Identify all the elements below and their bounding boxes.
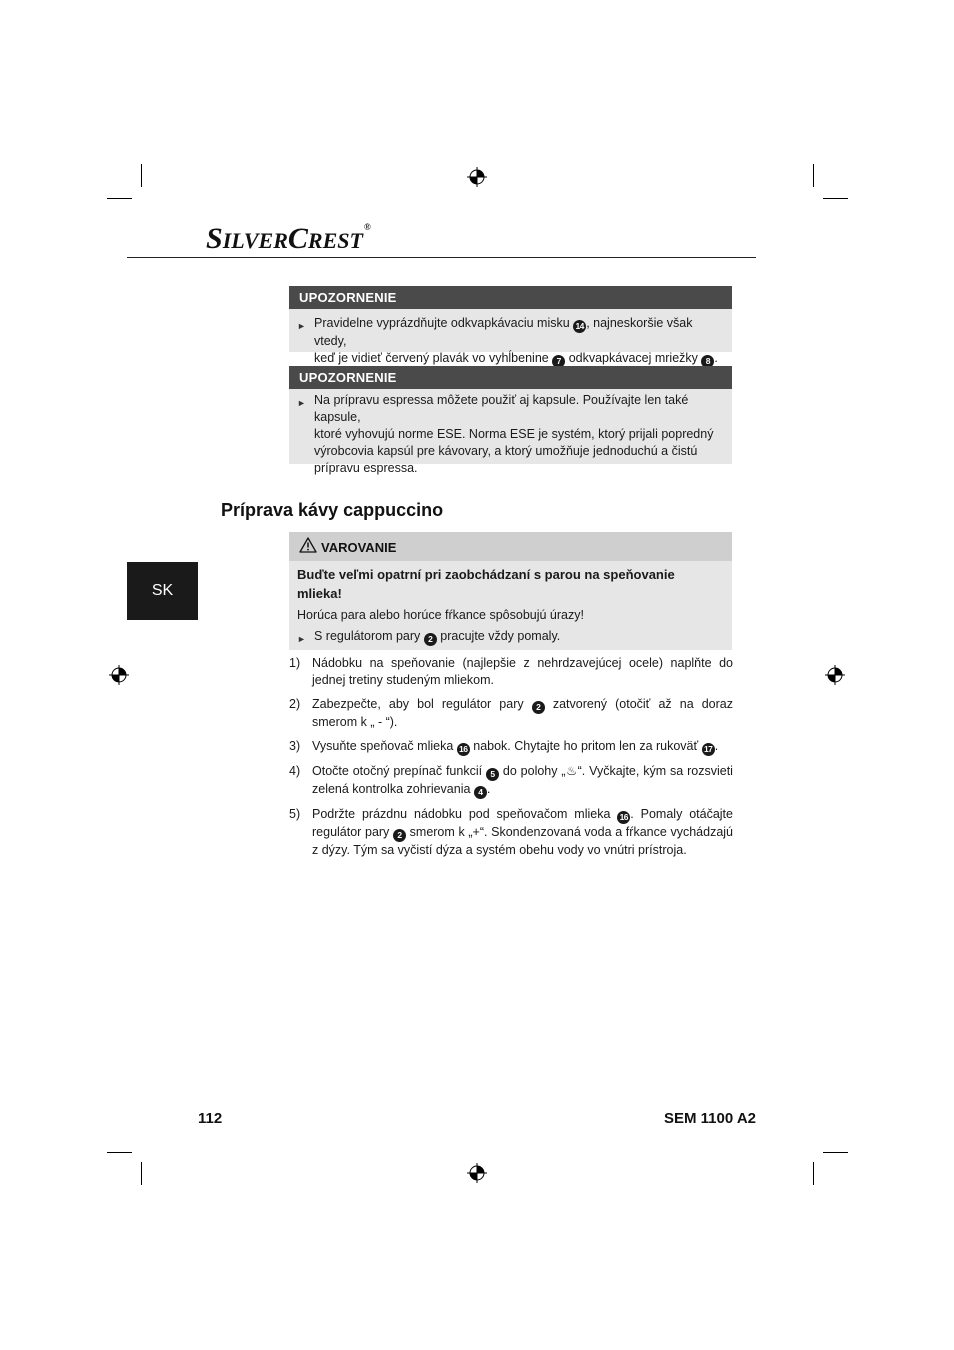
notice-line: Na prípravu espressa môžete použiť aj kapsule. Používajte len také kapsule,	[314, 393, 689, 424]
bullet-arrow-icon: ►	[297, 398, 306, 408]
crop-mark	[813, 164, 814, 187]
instruction-steps	[289, 655, 733, 866]
page-number: 112	[198, 1110, 223, 1127]
warning-bold-line: Buďte veľmi opatrní pri zaobchádzaní s parou na speňovanie	[297, 567, 675, 582]
warning-heading: VAROVANIE	[321, 540, 397, 555]
notice-heading: UPOZORNENIE	[289, 286, 732, 309]
registration-mark-icon	[825, 665, 845, 685]
reference-number: 2	[532, 701, 545, 714]
steam-symbol-icon: ♨	[565, 764, 578, 778]
reference-number: 17	[702, 743, 715, 756]
step-number: 3)	[289, 739, 301, 753]
crop-mark	[141, 1162, 142, 1185]
language-tab: SK	[127, 562, 198, 620]
notice-body	[289, 309, 732, 372]
warning-header	[289, 532, 732, 561]
crop-mark	[141, 164, 142, 187]
notice-line: výrobcovia kapsúl pre kávovary, a ktorý umožňuje jednoduchú a čistú	[314, 444, 698, 458]
crop-mark	[813, 1162, 814, 1185]
reference-number: 7	[552, 355, 565, 368]
registration-mark-icon	[467, 1163, 487, 1183]
list-item: 5) Podržte prázdnu nádobku pod speňovačom mlieka 16 . Pomaly otáčajte regulátor pary 2 smerom k „+“. Skondenzovaná voda a fŕkance vychádzajú z dýzy. Tým sa vyčistí dýza a systém obehu vody vo vnútri prístroja.	[289, 807, 733, 857]
model-number: SEM 1100 A2	[664, 1110, 756, 1127]
notice-heading: UPOZORNENIE	[289, 366, 732, 389]
notice-box	[289, 366, 732, 475]
crop-mark	[823, 1152, 848, 1153]
section-title: Príprava kávy cappuccino	[221, 500, 444, 520]
reference-number: 14	[573, 320, 586, 333]
warning-bold-line: mlieka!	[297, 586, 342, 601]
warning-body	[289, 561, 732, 646]
silvercrest-logo: SILVERCREST®	[206, 222, 371, 255]
step-number: 5)	[289, 807, 301, 821]
warning-text: Horúca para alebo horúce fŕkance spôsobujú úrazy!	[297, 608, 584, 622]
reference-number: 5	[486, 768, 499, 781]
warning-box	[289, 532, 732, 650]
crop-mark	[107, 198, 132, 199]
reference-number: 4	[474, 786, 487, 799]
notice-line: Pravidelne vyprázdňujte odkvapkávaciu misku 14 , najneskoršie však vtedy,	[314, 316, 693, 348]
warning-triangle-icon	[299, 537, 317, 553]
step-number: 2)	[289, 697, 301, 711]
bullet-arrow-icon: ►	[297, 321, 306, 331]
registration-mark-icon	[467, 167, 487, 187]
notice-line: ktoré vyhovujú norme ESE. Norma ESE je systém, ktorý prijali popredný	[314, 427, 714, 441]
registration-mark-icon	[109, 665, 129, 685]
crop-mark	[107, 1152, 132, 1153]
notice-line: prípravu espressa.	[314, 461, 418, 475]
step-number: 1)	[289, 656, 301, 670]
header-rule	[127, 257, 756, 258]
reference-number: 2	[393, 829, 406, 842]
step-number: 4)	[289, 764, 301, 778]
reference-number: 16	[617, 811, 630, 824]
list-item: 3) Vysuňte speňovač mlieka 16 nabok. Chytajte ho pritom len za rukoväť 17 .	[289, 739, 719, 754]
list-item: 1) Nádobku na speňovanie (najlepšie z nehrdzavejúcej ocele) naplňte do jednej tretiny studeným mliekom.	[289, 656, 733, 687]
list-item: 4) Otočte otočný prepínač funkcií 5 do polohy „♨“. Vyčkajte, kým sa rozsvieti zelená kontrolka zohrievania 4 .	[289, 764, 733, 797]
notice-line: keď je vidieť červený plavák vo vyhĺbenine 7 odkvapkávacej mriežky 8 .	[314, 351, 718, 366]
warning-bullet: ► S regulátorom pary 2 pracujte vždy pomaly.	[297, 628, 724, 646]
reference-number: 8	[701, 355, 714, 368]
reference-number: 16	[457, 743, 470, 756]
crop-mark	[823, 198, 848, 199]
reference-number: 2	[424, 633, 437, 646]
bullet-arrow-icon: ►	[297, 634, 306, 644]
notice-body	[289, 389, 732, 481]
list-item: 2) Zabezpečte, aby bol regulátor pary 2 zatvorený (otočiť až na doraz smerom k „ - “).	[289, 697, 733, 729]
notice-box	[289, 286, 732, 366]
